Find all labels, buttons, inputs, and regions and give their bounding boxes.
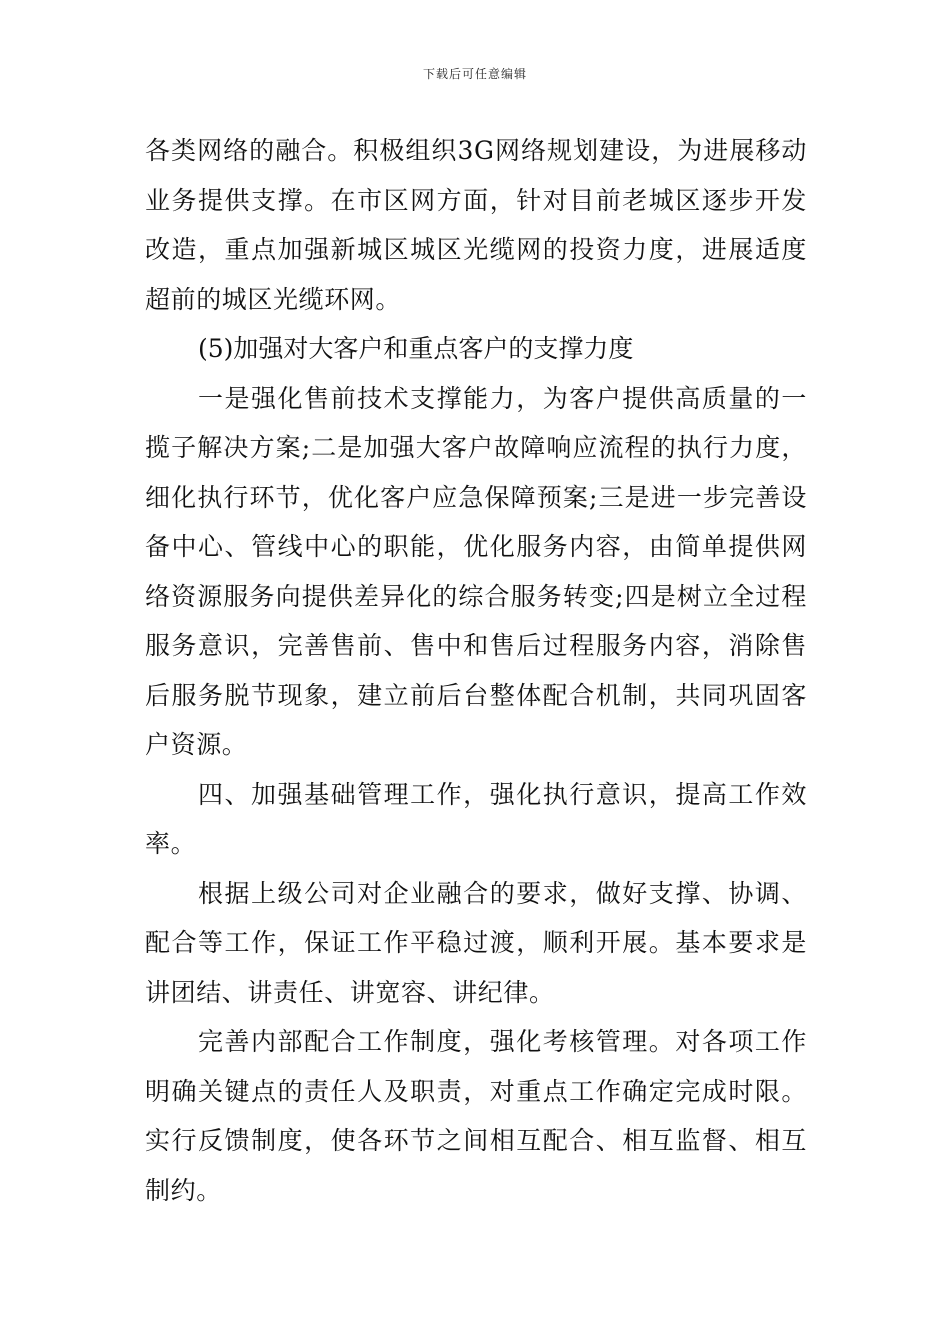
- paragraph-heading-key-clients: (5)加强对大客户和重点客户的支撑力度: [198, 334, 634, 363]
- document-body: [145, 126, 807, 1215]
- paragraph-presales-support: 一是强化售前技术支撑能力，为客户提供高质量的一揽子解决方案;二是加强大客户故障响应流程的执行力度，细化执行环节，优化客户应急保障预案;三是进一步完善设备中心、管线中心的职能，优化服务内容，由简单提供网络资源服务向提供差异化的综合服务转变;四是树立全过程服务意识，完善售前、售中和售后过程服务内容，消除售后服务脱节现象，建立前后台整体配合机制，共同巩固客户资源。: [145, 383, 807, 759]
- page-header-note: 下载后可任意编辑: [422, 67, 527, 81]
- paragraph-network-fusion: 各类网络的融合。积极组织3G网络规划建设，为进展移动业务提供支撑。在市区网方面，针对目前老城区逐步开发改造，重点加强新城区城区光缆网的投资力度，进展适度超前的城区光缆环网。: [145, 136, 807, 314]
- paragraph-merger-requirements: 根据上级公司对企业融合的要求，做好支撑、协调、配合等工作，保证工作平稳过渡，顺利开展。基本要求是讲团结、讲责任、讲宽容、讲纪律。: [145, 878, 807, 1007]
- paragraph-heading-basic-management: 四、加强基础管理工作，强化执行意识，提高工作效率。: [145, 779, 807, 858]
- paragraph-internal-cooperation: 完善内部配合工作制度，强化考核管理。对各项工作明确关键点的责任人及职责，对重点工作确定完成时限。实行反馈制度，使各环节之间相互配合、相互监督、相互制约。: [145, 1027, 807, 1205]
